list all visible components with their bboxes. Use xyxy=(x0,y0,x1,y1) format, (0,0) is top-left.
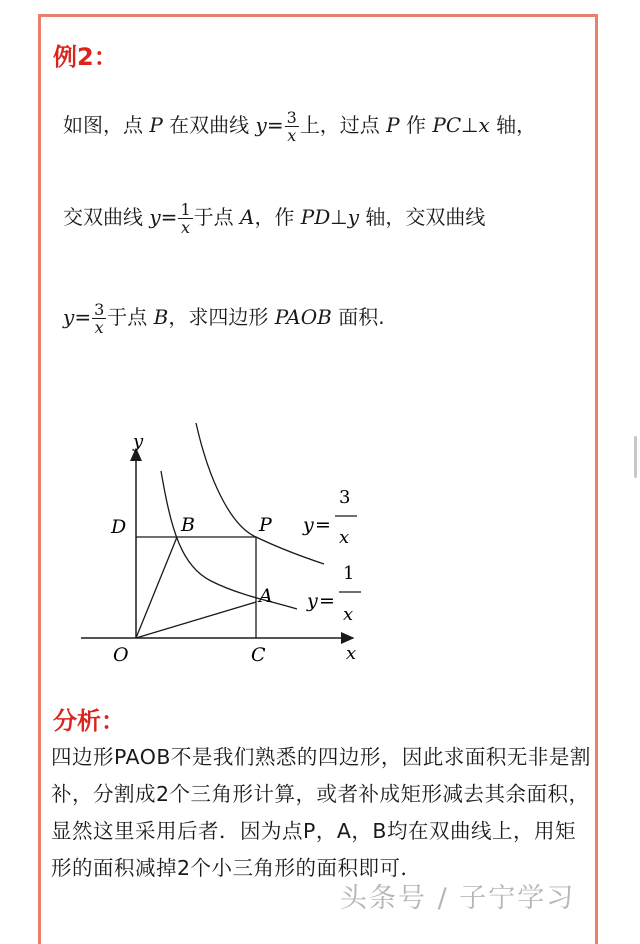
svg-text:1: 1 xyxy=(343,563,355,584)
label-D: D xyxy=(111,516,127,538)
svg-text:x: x xyxy=(339,527,350,548)
label-C: C xyxy=(251,644,266,666)
analysis-title: 分析： xyxy=(53,707,125,735)
problem-line-1: 如图，点 P 在双曲线 y= $\frac{3}{x}$ 上，过点 P 作 PC⊥x 轴， xyxy=(63,108,537,145)
label-B: B xyxy=(181,514,195,536)
label-y-axis: y xyxy=(133,431,144,452)
fraction: $\frac{3}{x}$ xyxy=(94,300,105,337)
label-O: O xyxy=(113,644,129,666)
svg-text:x: x xyxy=(343,604,354,625)
label-A: A xyxy=(259,585,273,607)
fraction: $\frac{3}{x}$ xyxy=(286,108,297,145)
curve-3-over-x xyxy=(196,423,324,564)
label-curve-3-over-x xyxy=(302,487,357,548)
svg-text:y: y xyxy=(303,514,314,536)
problem-line-2: 交双曲线 y= $\frac{1}{x}$ 于点 A，作 PD⊥y 轴，交双曲线 xyxy=(63,200,486,237)
scrollbar-thumb[interactable] xyxy=(634,436,637,478)
label-curve-1-over-x xyxy=(306,563,361,625)
analysis-text: 四边形PAOB不是我们熟悉的四边形，因此求面积无非是割补，分割成2个三角形计算，或者补成矩形减去其余面积，显然这里采用后者．因为点P，A，B均在双曲线上，用矩形的面积减掉2个小三角形的面积即可． xyxy=(51,745,591,880)
example-title: 例2： xyxy=(53,43,118,71)
label-P: P xyxy=(259,514,272,536)
svg-text:=: = xyxy=(319,590,335,612)
line-OB xyxy=(136,537,177,638)
problem-line-3: y= $\frac{3}{x}$ 于点 B，求四边形 PAOB 面积. xyxy=(63,300,385,337)
svg-text:=: = xyxy=(315,514,331,536)
svg-text:3: 3 xyxy=(339,487,351,508)
example-card xyxy=(38,14,598,944)
hyperbola-figure xyxy=(81,421,411,671)
curve-1-over-x xyxy=(161,471,297,609)
line-OA xyxy=(136,602,256,638)
label-x-axis: x xyxy=(346,643,357,664)
watermark: 头条号 / 子宁学习 xyxy=(340,883,576,914)
svg-text:y: y xyxy=(307,590,318,612)
fraction: $\frac{1}{x}$ xyxy=(180,200,191,237)
